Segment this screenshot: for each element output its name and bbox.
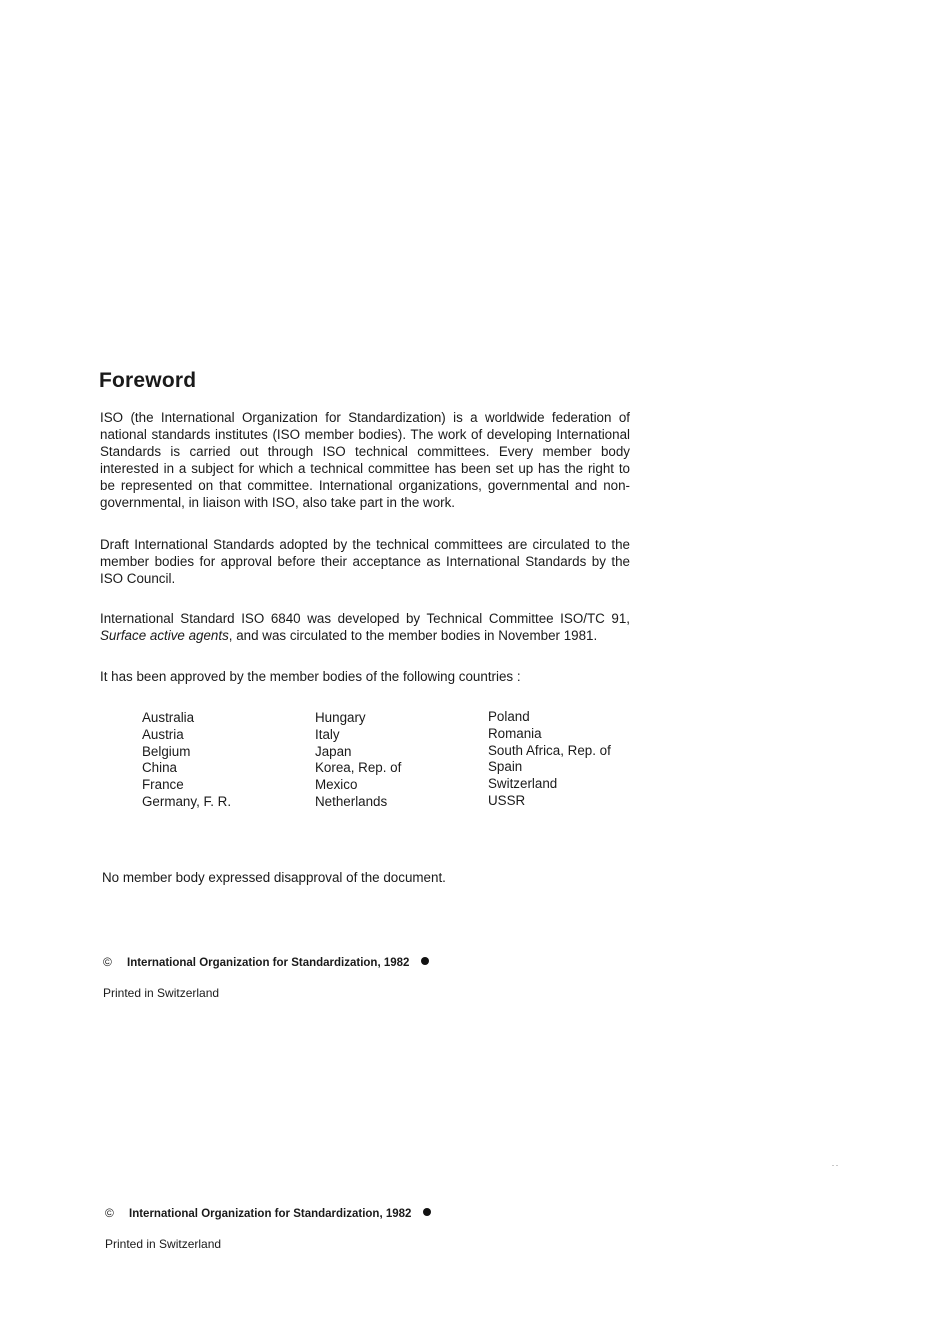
copyright-line: [103, 955, 429, 969]
list-item: Mexico: [315, 777, 358, 793]
copyright-icon: ©: [103, 955, 112, 969]
list-item: Netherlands: [315, 793, 388, 809]
scan-speck: [836, 1165, 838, 1166]
list-item: Japan: [315, 743, 352, 759]
list-item: Korea, Rep. of: [315, 760, 402, 776]
committee-subject: Surface active agents: [100, 628, 229, 643]
paragraph-3-text-end: , and was circulated to the member bodies in November 1981.: [228, 628, 598, 643]
copyright-line: [105, 1206, 431, 1220]
scan-speck: [832, 1165, 834, 1166]
approval-intro: It has been approved by the member bodies of the following countries :: [100, 669, 521, 684]
country-list: [142, 710, 662, 820]
printed-location: Printed in Switzerland: [105, 1237, 222, 1251]
list-item: South Africa, Rep. of: [488, 742, 611, 758]
list-item: Australia: [142, 710, 195, 725]
list-item: Spain: [488, 759, 523, 775]
list-item: France: [142, 777, 184, 793]
printed-location: Printed in Switzerland: [103, 986, 220, 1000]
list-item: Germany, F. R.: [142, 793, 232, 809]
bullet-icon: [421, 957, 429, 965]
country-column-2: [315, 710, 401, 811]
list-item: Hungary: [315, 710, 366, 725]
copyright-text: International Organization for Standardization, 1982: [127, 957, 410, 969]
list-item: Poland: [488, 709, 530, 724]
page-title: Foreword: [99, 369, 197, 392]
foreword-paragraph-1: ISO (the International Organization for Standardization) is a worldwide federation of national standards institutes (ISO member bodies). The work of developing International Standards is carried out through ISO technical committees. Every member body interested in a subject for which a technical committee has been set up has the right to be represented on that committee. International organizations, governmental and non-governmental, in liaison with ISO, also take part in the work.: [100, 410, 630, 510]
bullet-icon: [423, 1208, 431, 1216]
copyright-icon: ©: [105, 1206, 114, 1220]
list-item: USSR: [488, 792, 526, 808]
disapproval-note: No member body expressed disapproval of the document.: [102, 870, 446, 885]
foreword-paragraph-3: [100, 610, 630, 644]
copyright-text: International Organization for Standardization, 1982: [129, 1208, 412, 1220]
list-item: Italy: [315, 726, 340, 742]
list-item: Switzerland: [488, 776, 558, 792]
paragraph-3-text-start: International Standard ISO 6840 was developed by Technical Committee ISO/TC 91,: [100, 611, 630, 626]
list-item: Austria: [142, 726, 184, 742]
list-item: China: [142, 760, 177, 776]
list-item: Romania: [488, 725, 542, 741]
list-item: Belgium: [142, 743, 191, 759]
country-column-1: [142, 710, 231, 811]
country-column-3: [488, 709, 611, 810]
foreword-paragraph-2: Draft International Standards adopted by the technical committees are circulated to the member bodies for approval before their acceptance as International Standards by the ISO Council.: [100, 537, 630, 586]
